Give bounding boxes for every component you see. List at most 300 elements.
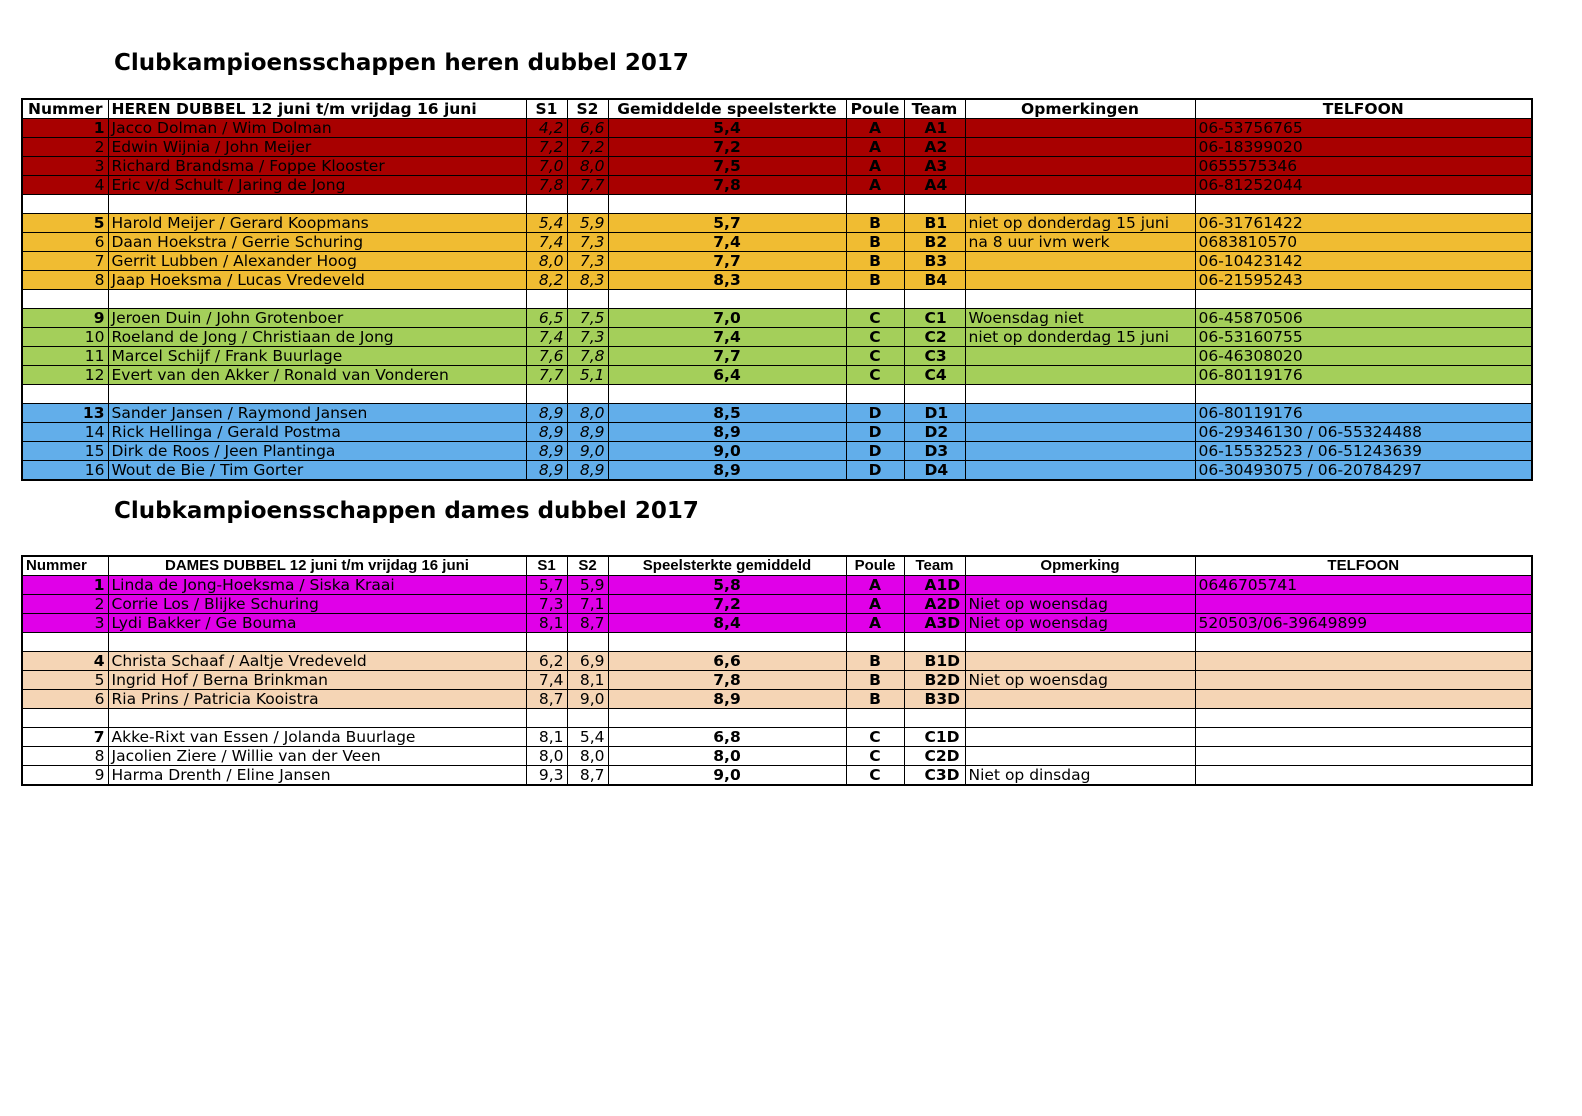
cell-naam: Gerrit Lubben / Alexander Hoog [108,252,526,271]
cell-team: D4 [904,461,965,481]
cell-gemiddelde: 8,9 [608,461,846,481]
empty-cell [22,709,108,728]
cell-nummer: 8 [22,747,108,766]
heren-table [21,98,1533,481]
cell-naam: Sander Jansen / Raymond Jansen [108,404,526,423]
table-row [22,423,1532,442]
empty-cell [904,633,965,652]
cell-team: C4 [904,366,965,385]
cell-s2: 6,6 [567,119,608,138]
cell-naam: Wout de Bie / Tim Gorter [108,461,526,481]
cell-s2: 5,9 [567,214,608,233]
cell-team: A4 [904,176,965,195]
cell-naam: Roeland de Jong / Christiaan de Jong [108,328,526,347]
cell-s1: 8,9 [526,442,567,461]
cell-nummer: 16 [22,461,108,481]
cell-opmerking [965,728,1195,747]
cell-gemiddelde: 5,8 [608,576,846,595]
table-row [22,576,1532,595]
heren-title: Clubkampioensschappen heren dubbel 2017 [114,50,689,76]
empty-cell [22,385,108,404]
cell-telefoon: 06-10423142 [1195,252,1532,271]
spacer-row [22,195,1532,214]
table-row [22,690,1532,709]
cell-team: C3D [904,766,965,786]
cell-s1: 7,6 [526,347,567,366]
cell-poule: D [846,461,904,481]
cell-opmerking [965,747,1195,766]
cell-s1: 7,7 [526,366,567,385]
col-team: Team [904,99,965,119]
col-s1: S1 [526,99,567,119]
cell-naam: Jaap Hoeksma / Lucas Vredeveld [108,271,526,290]
spacer-row [22,385,1532,404]
dames-table [21,555,1533,786]
cell-naam: Jeroen Duin / John Grotenboer [108,309,526,328]
col-s1: S1 [526,556,567,576]
cell-s2: 8,0 [567,404,608,423]
empty-cell [22,195,108,214]
cell-naam: Jacco Dolman / Wim Dolman [108,119,526,138]
cell-team: B1 [904,214,965,233]
cell-poule: C [846,366,904,385]
cell-nummer: 12 [22,366,108,385]
cell-s1: 8,2 [526,271,567,290]
cell-poule: B [846,690,904,709]
cell-naam: Dirk de Roos / Jeen Plantinga [108,442,526,461]
cell-team: A3D [904,614,965,633]
cell-team: C1 [904,309,965,328]
cell-nummer: 15 [22,442,108,461]
empty-cell [965,633,1195,652]
cell-gemiddelde: 6,4 [608,366,846,385]
cell-gemiddelde: 6,6 [608,652,846,671]
empty-cell [965,290,1195,309]
table-row [22,138,1532,157]
cell-team: C3 [904,347,965,366]
cell-s1: 5,7 [526,576,567,595]
empty-cell [965,195,1195,214]
cell-s1: 4,2 [526,119,567,138]
cell-naam: Linda de Jong-Hoeksma / Siska Kraai [108,576,526,595]
cell-team: A1D [904,576,965,595]
cell-telefoon: 0683810570 [1195,233,1532,252]
cell-poule: C [846,747,904,766]
cell-telefoon: 06-80119176 [1195,404,1532,423]
cell-opmerking: Niet op woensdag [965,595,1195,614]
cell-team: B3 [904,252,965,271]
cell-opmerking [965,404,1195,423]
cell-opmerking: Niet op woensdag [965,614,1195,633]
cell-team: D2 [904,423,965,442]
cell-gemiddelde: 7,5 [608,157,846,176]
empty-cell [108,633,526,652]
cell-telefoon: 06-15532523 / 06-51243639 [1195,442,1532,461]
empty-cell [846,290,904,309]
table-row [22,442,1532,461]
empty-cell [1195,709,1532,728]
cell-s1: 7,4 [526,328,567,347]
cell-poule: A [846,157,904,176]
cell-naam: Akke-Rixt van Essen / Jolanda Buurlage [108,728,526,747]
cell-telefoon: 06-18399020 [1195,138,1532,157]
cell-nummer: 3 [22,157,108,176]
cell-s2: 7,8 [567,347,608,366]
cell-s1: 7,4 [526,671,567,690]
cell-naam: Ria Prins / Patricia Kooistra [108,690,526,709]
cell-nummer: 1 [22,576,108,595]
cell-gemiddelde: 7,2 [608,595,846,614]
cell-telefoon [1195,690,1532,709]
cell-s2: 8,0 [567,747,608,766]
cell-poule: B [846,252,904,271]
cell-telefoon: 06-53756765 [1195,119,1532,138]
empty-cell [22,290,108,309]
cell-team: C2 [904,328,965,347]
empty-cell [904,290,965,309]
cell-s1: 8,1 [526,614,567,633]
cell-poule: A [846,138,904,157]
cell-telefoon: 06-31761422 [1195,214,1532,233]
cell-team: A2 [904,138,965,157]
cell-naam: Evert van den Akker / Ronald van Vonderen [108,366,526,385]
empty-cell [526,709,567,728]
cell-naam: Harold Meijer / Gerard Koopmans [108,214,526,233]
cell-telefoon: 06-30493075 / 06-20784297 [1195,461,1532,481]
cell-nummer: 10 [22,328,108,347]
col-nummer: Nummer [22,99,108,119]
cell-gemiddelde: 9,0 [608,442,846,461]
table-row [22,595,1532,614]
cell-opmerking [965,442,1195,461]
cell-nummer: 8 [22,271,108,290]
col-opmerkingen: Opmerkingen [965,99,1195,119]
cell-poule: C [846,728,904,747]
table-row [22,176,1532,195]
cell-s2: 6,9 [567,652,608,671]
cell-s2: 8,0 [567,157,608,176]
cell-team: B1D [904,652,965,671]
cell-gemiddelde: 8,3 [608,271,846,290]
cell-team: D1 [904,404,965,423]
empty-cell [108,385,526,404]
table-row [22,119,1532,138]
cell-poule: A [846,576,904,595]
empty-cell [846,633,904,652]
cell-gemiddelde: 8,5 [608,404,846,423]
empty-cell [526,385,567,404]
cell-opmerking [965,347,1195,366]
col-gemiddelde: Gemiddelde speelsterkte [608,99,846,119]
cell-telefoon [1195,766,1532,786]
col-s2: S2 [567,556,608,576]
cell-team: B2 [904,233,965,252]
cell-team: A3 [904,157,965,176]
cell-s2: 7,5 [567,309,608,328]
cell-nummer: 2 [22,138,108,157]
cell-team: B3D [904,690,965,709]
cell-naam: Harma Drenth / Eline Jansen [108,766,526,786]
cell-opmerking [965,461,1195,481]
cell-team: C2D [904,747,965,766]
cell-gemiddelde: 7,2 [608,138,846,157]
table-row [22,157,1532,176]
cell-nummer: 2 [22,595,108,614]
cell-opmerking [965,119,1195,138]
table-row [22,271,1532,290]
cell-s1: 6,2 [526,652,567,671]
cell-nummer: 5 [22,671,108,690]
cell-opmerking: na 8 uur ivm werk [965,233,1195,252]
cell-gemiddelde: 7,0 [608,309,846,328]
empty-cell [846,385,904,404]
table-row [22,233,1532,252]
cell-poule: C [846,309,904,328]
spacer-row [22,290,1532,309]
empty-cell [608,290,846,309]
cell-naam: Daan Hoekstra / Gerrie Schuring [108,233,526,252]
empty-cell [108,709,526,728]
table-row [22,328,1532,347]
table-row [22,214,1532,233]
col-team: Team [904,556,965,576]
empty-cell [608,633,846,652]
cell-gemiddelde: 9,0 [608,766,846,786]
cell-telefoon: 06-29346130 / 06-55324488 [1195,423,1532,442]
cell-opmerking [965,252,1195,271]
cell-team: C1D [904,728,965,747]
cell-s1: 7,2 [526,138,567,157]
cell-gemiddelde: 7,4 [608,328,846,347]
cell-gemiddelde: 8,9 [608,690,846,709]
table-row [22,747,1532,766]
cell-poule: C [846,328,904,347]
cell-poule: A [846,614,904,633]
empty-cell [846,195,904,214]
cell-telefoon: 06-46308020 [1195,347,1532,366]
empty-cell [567,290,608,309]
cell-team: D3 [904,442,965,461]
empty-cell [965,709,1195,728]
dames-rows [22,576,1532,786]
cell-telefoon [1195,595,1532,614]
empty-cell [1195,290,1532,309]
col-naam: HEREN DUBBEL 12 juni t/m vrijdag 16 juni [108,99,526,119]
cell-nummer: 9 [22,309,108,328]
cell-s1: 5,4 [526,214,567,233]
cell-gemiddelde: 7,8 [608,671,846,690]
table-row [22,461,1532,481]
cell-naam: Corrie Los / Blijke Schuring [108,595,526,614]
cell-gemiddelde: 7,4 [608,233,846,252]
cell-poule: D [846,404,904,423]
empty-cell [965,385,1195,404]
cell-gemiddelde: 8,0 [608,747,846,766]
cell-gemiddelde: 5,4 [608,119,846,138]
cell-s2: 8,7 [567,614,608,633]
cell-gemiddelde: 7,7 [608,252,846,271]
table-row [22,347,1532,366]
table-row [22,252,1532,271]
cell-s2: 8,3 [567,271,608,290]
cell-s1: 8,7 [526,690,567,709]
empty-cell [567,709,608,728]
cell-s2: 8,7 [567,766,608,786]
cell-naam: Eric v/d Schult / Jaring de Jong [108,176,526,195]
cell-gemiddelde: 5,7 [608,214,846,233]
cell-telefoon: 520503/06-39649899 [1195,614,1532,633]
empty-cell [608,195,846,214]
cell-naam: Edwin Wijnia / John Meijer [108,138,526,157]
cell-team: B4 [904,271,965,290]
cell-poule: B [846,214,904,233]
cell-naam: Richard Brandsma / Foppe Klooster [108,157,526,176]
empty-cell [904,195,965,214]
table-row [22,404,1532,423]
cell-opmerking [965,652,1195,671]
empty-cell [526,290,567,309]
cell-telefoon [1195,652,1532,671]
cell-telefoon [1195,671,1532,690]
cell-s2: 9,0 [567,442,608,461]
col-nummer: Nummer [22,556,108,576]
table-row [22,728,1532,747]
cell-telefoon: 06-81252044 [1195,176,1532,195]
cell-s2: 5,9 [567,576,608,595]
spacer-row [22,709,1532,728]
col-s2: S2 [567,99,608,119]
cell-nummer: 6 [22,233,108,252]
empty-cell [526,195,567,214]
cell-s2: 8,9 [567,423,608,442]
cell-opmerking [965,271,1195,290]
empty-cell [1195,195,1532,214]
empty-cell [1195,633,1532,652]
empty-cell [567,195,608,214]
empty-cell [22,633,108,652]
cell-poule: B [846,671,904,690]
cell-s1: 9,3 [526,766,567,786]
empty-cell [567,633,608,652]
cell-telefoon: 06-45870506 [1195,309,1532,328]
col-opmerking: Opmerking [965,556,1195,576]
table-row [22,614,1532,633]
cell-poule: A [846,595,904,614]
cell-nummer: 3 [22,614,108,633]
empty-cell [108,290,526,309]
cell-telefoon [1195,728,1532,747]
cell-s1: 7,4 [526,233,567,252]
cell-s1: 7,0 [526,157,567,176]
cell-s1: 8,9 [526,461,567,481]
empty-cell [904,385,965,404]
dames-title: Clubkampioensschappen dames dubbel 2017 [114,498,699,524]
cell-telefoon: 0646705741 [1195,576,1532,595]
cell-poule: B [846,233,904,252]
cell-gemiddelde: 8,4 [608,614,846,633]
cell-poule: A [846,119,904,138]
cell-poule: C [846,347,904,366]
cell-telefoon: 06-21595243 [1195,271,1532,290]
empty-cell [904,709,965,728]
cell-opmerking [965,138,1195,157]
cell-s1: 8,0 [526,747,567,766]
col-telefoon: TELFOON [1195,99,1532,119]
cell-s2: 5,4 [567,728,608,747]
cell-naam: Rick Hellinga / Gerald Postma [108,423,526,442]
cell-opmerking [965,423,1195,442]
heren-header-row [22,99,1532,119]
cell-telefoon: 06-80119176 [1195,366,1532,385]
cell-gemiddelde: 7,7 [608,347,846,366]
cell-s2: 7,2 [567,138,608,157]
cell-s1: 8,0 [526,252,567,271]
cell-naam: Christa Schaaf / Aaltje Vredeveld [108,652,526,671]
cell-nummer: 6 [22,690,108,709]
cell-nummer: 4 [22,176,108,195]
cell-opmerking: Niet op woensdag [965,671,1195,690]
spacer-row [22,633,1532,652]
col-poule: Poule [846,556,904,576]
cell-s2: 9,0 [567,690,608,709]
cell-opmerking: niet op donderdag 15 juni [965,328,1195,347]
cell-s2: 8,9 [567,461,608,481]
cell-team: A1 [904,119,965,138]
col-poule: Poule [846,99,904,119]
col-naam: DAMES DUBBEL 12 juni t/m vrijdag 16 juni [108,556,526,576]
cell-nummer: 11 [22,347,108,366]
empty-cell [567,385,608,404]
empty-cell [1195,385,1532,404]
cell-s2: 7,1 [567,595,608,614]
cell-nummer: 7 [22,728,108,747]
cell-nummer: 4 [22,652,108,671]
cell-opmerking: Woensdag niet [965,309,1195,328]
cell-poule: C [846,766,904,786]
table-row [22,766,1532,786]
cell-telefoon: 06-53160755 [1195,328,1532,347]
cell-opmerking: Niet op dinsdag [965,766,1195,786]
cell-nummer: 7 [22,252,108,271]
col-speelsterkte: Speelsterkte gemiddeld [608,556,846,576]
cell-s1: 7,3 [526,595,567,614]
table-row [22,671,1532,690]
cell-s1: 8,1 [526,728,567,747]
cell-nummer: 13 [22,404,108,423]
cell-poule: D [846,423,904,442]
cell-team: B2D [904,671,965,690]
cell-naam: Lydi Bakker / Ge Bouma [108,614,526,633]
heren-rows [22,119,1532,481]
cell-gemiddelde: 7,8 [608,176,846,195]
cell-poule: D [846,442,904,461]
cell-s2: 7,3 [567,252,608,271]
cell-s2: 5,1 [567,366,608,385]
cell-gemiddelde: 8,9 [608,423,846,442]
dames-header-row [22,556,1532,576]
cell-team: A2D [904,595,965,614]
cell-nummer: 9 [22,766,108,786]
cell-nummer: 1 [22,119,108,138]
cell-naam: Ingrid Hof / Berna Brinkman [108,671,526,690]
empty-cell [846,709,904,728]
cell-nummer: 5 [22,214,108,233]
cell-naam: Marcel Schijf / Frank Buurlage [108,347,526,366]
cell-opmerking [965,690,1195,709]
cell-s2: 7,3 [567,328,608,347]
cell-s2: 7,7 [567,176,608,195]
cell-s2: 8,1 [567,671,608,690]
